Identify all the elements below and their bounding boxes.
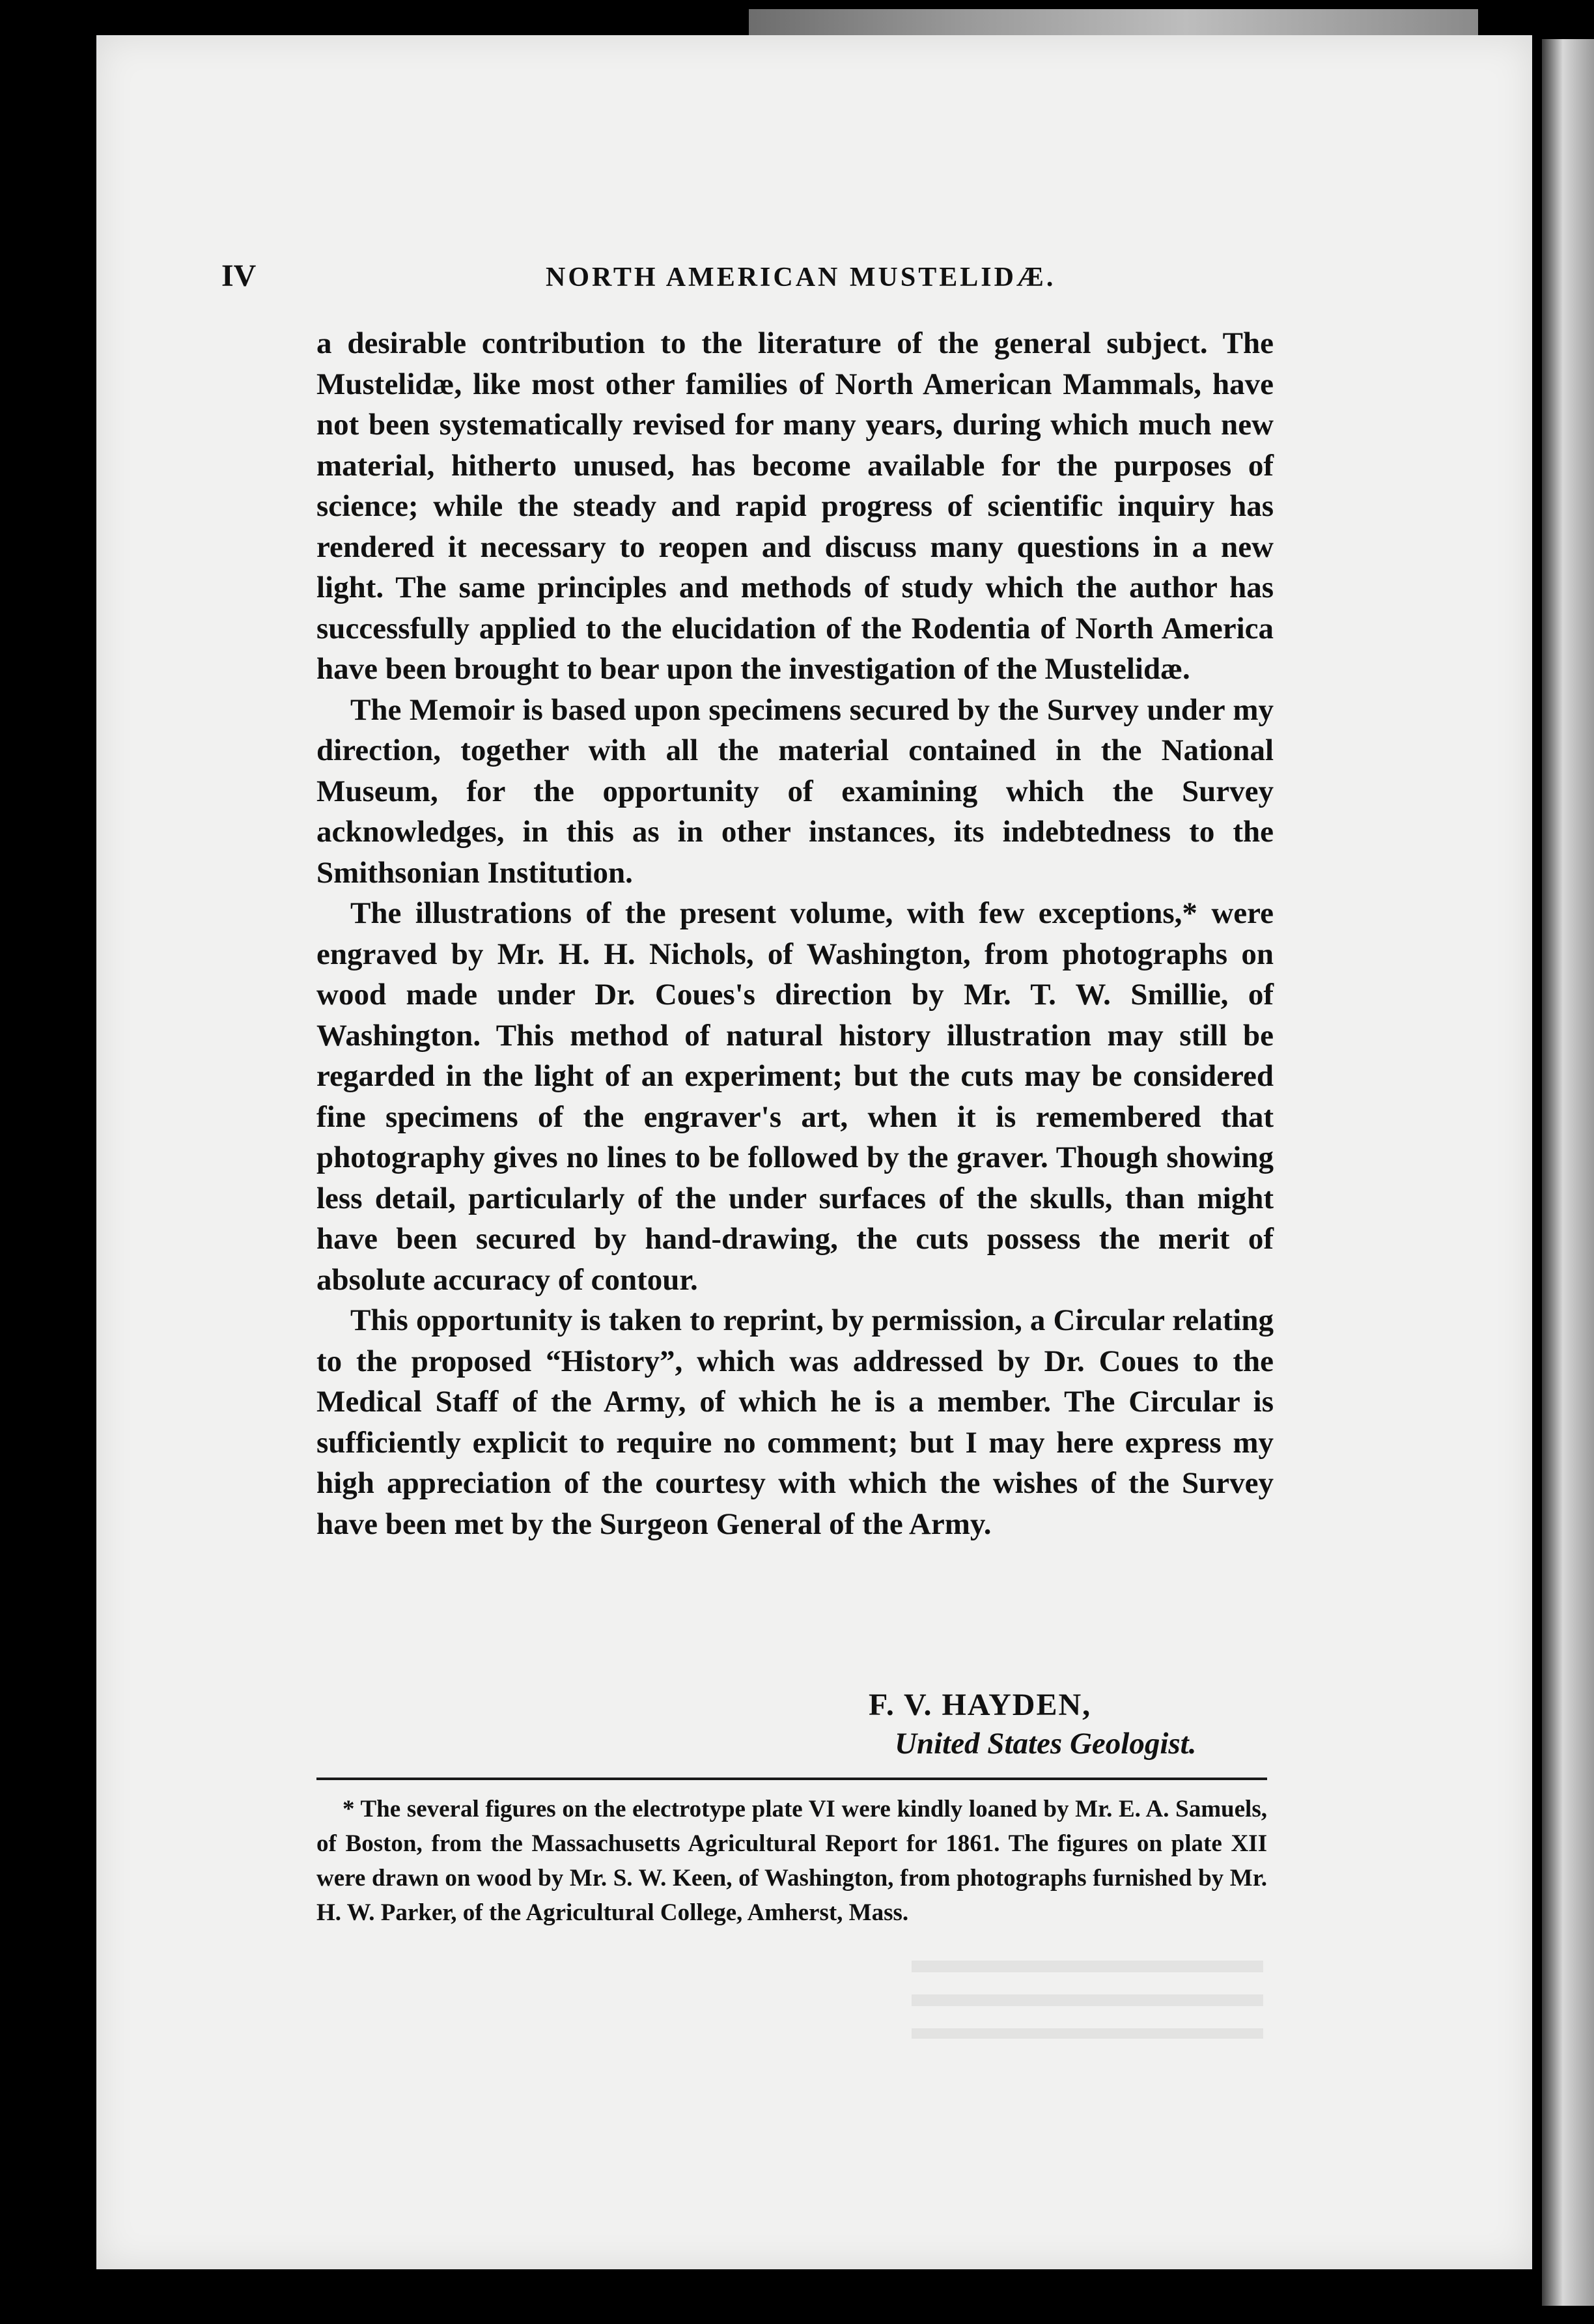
footnote-text: * The several figures on the electrotype plate VI were kindly loaned by Mr. E. A. Samuels, of Boston, from the Massachusetts Agricultural Report for 1861. The figures on plate XII were drawn on wood by Mr. S. W. Keen, of Washington, from photographs furnished by Mr. H. W. Parker, of the Agricultural College, Amherst, Mass. xyxy=(316,1796,1267,1926)
signatory-title: United States Geologist. xyxy=(895,1727,1197,1761)
show-through-text xyxy=(912,1961,1263,2039)
body-text xyxy=(316,323,1274,1544)
paragraph-illustrations: The illustrations of the present volume, with few exceptions,* were engraved by Mr. H. H. Nichols, of Washington, from photographs on wood made under Dr. Coues's direction by Mr. T. W. Smillie, of Washington. This method of natural history illustration may still be regarded in the light of an experiment; but the cuts may be considered fine specimens of the engraver's art, when it is remembered that photography gives no lines to be followed by the graver. Though showing less detail, particularly of the under surfaces of the skulls, than might have been secured by hand-drawing, the cuts possess the merit of absolute accuracy of contour. xyxy=(316,896,1274,1297)
footnote-divider xyxy=(316,1778,1267,1780)
signatory-name: F. V. HAYDEN, xyxy=(869,1688,1092,1722)
adjacent-page-top-edge xyxy=(749,9,1478,35)
adjacent-page-right-edge xyxy=(1542,39,1594,2306)
running-title: NORTH AMERICAN MUSTELIDÆ. xyxy=(546,262,1056,292)
page-number: IV xyxy=(221,259,257,293)
paragraph-continuation: a desirable contribution to the literature of the general subject. The Mustelidæ, like most other families of North American Mammals, have not been systematically revised for many years, during which much new material, hitherto unused, has become available for the purposes of science; while the steady and rapid progress of scientific inquiry has rendered it necessary to reopen and discuss many questions in a new light. The same principles and methods of study which the author has successfully applied to the elucidation of the Rodentia of North America have been brought to bear upon the investigation of the Mustelidæ. xyxy=(316,326,1274,686)
page-header xyxy=(221,258,1276,297)
paragraph-memoir: The Memoir is based upon specimens secured by the Survey under my direction, together with all the material contained in the National Museum, for the opportunity of examining which the Survey acknowledges, in this as in other instances, its indebtedness to the Smithsonian Institution. xyxy=(316,692,1274,890)
footnote xyxy=(316,1792,1267,1930)
paragraph-circular: This opportunity is taken to reprint, by permission, a Circular relating to the proposed “History”, which was addressed by Dr. Coues to the Medical Staff of the Army, of which he is a member. The Circular is sufficiently explicit to require no comment; but I may here express my high appreciation of the courtesy with which the wishes of the Survey have been met by the Surgeon General of the Army. xyxy=(316,1303,1274,1541)
